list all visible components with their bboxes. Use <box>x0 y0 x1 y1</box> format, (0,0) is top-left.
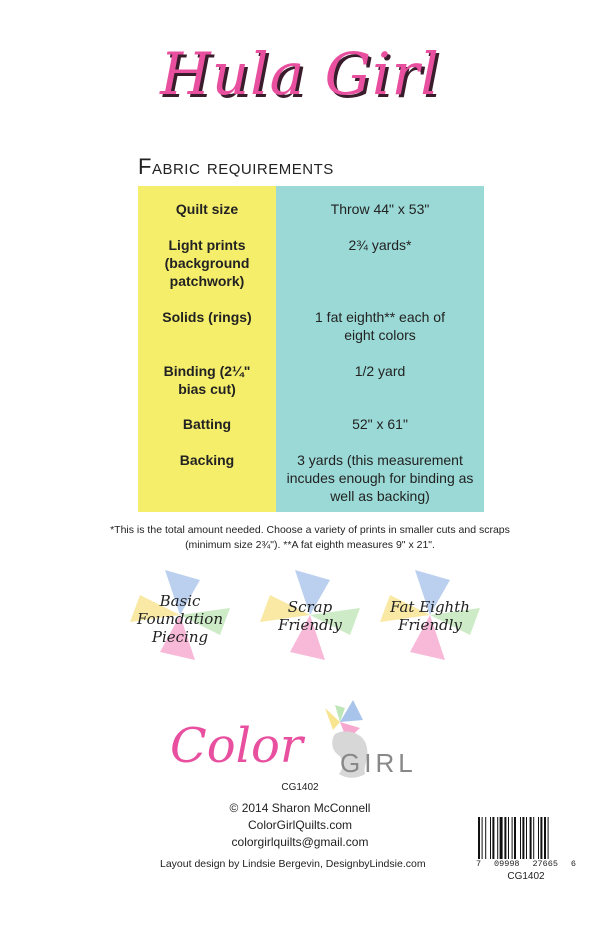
barcode-bar <box>533 817 534 859</box>
badge-foundation-piecing <box>125 570 235 660</box>
pattern-code: CG1402 <box>281 782 319 793</box>
footnote: *This is the total amount needed. Choose a variety of prints in smaller cuts and scraps (minimum size 2¾"). **A fat eighth measures 9" x 21". <box>110 524 510 551</box>
barcode-bar <box>504 817 506 859</box>
barcode-bar <box>485 817 486 859</box>
barcode-bar <box>482 817 483 859</box>
email: colorgirlquilts@gmail.com <box>231 835 369 849</box>
barcode-bar <box>492 817 494 859</box>
table-row <box>138 308 484 344</box>
row-value: 52" x 61" <box>352 416 408 432</box>
row-value: 1/2 yard <box>354 363 406 379</box>
badge-label: Fat Eighth Friendly <box>390 598 470 634</box>
pattern-title: Hula Girl <box>160 40 440 108</box>
badge-scrap-friendly <box>255 570 365 660</box>
row-value: 1 fat eighth** each of eight colors <box>315 309 445 343</box>
barcode-bar <box>520 817 521 859</box>
table-row <box>138 200 484 218</box>
section-heading: Fabric requirements <box>138 154 334 179</box>
row-label: Solids (rings) <box>162 309 252 325</box>
barcode-bar <box>512 817 513 859</box>
barcode-bar <box>522 817 524 859</box>
badge-label: Scrap Friendly <box>278 598 342 634</box>
colorgirl-logo <box>170 700 430 780</box>
barcode-bar <box>544 817 546 859</box>
barcode-bars <box>476 817 576 859</box>
row-label: Backing <box>179 452 235 468</box>
row-label: Binding (2¼" bias cut) <box>163 363 251 397</box>
logo-girl-text: GIRL <box>340 748 417 778</box>
barcode-code: CG1402 <box>507 871 545 882</box>
badge-fat-eighth-friendly <box>375 570 485 660</box>
barcode-bar <box>500 817 503 859</box>
barcode-bar <box>490 817 491 859</box>
barcode-bar <box>508 817 509 859</box>
barcode-digits <box>476 859 576 869</box>
website: ColorGirlQuilts.com <box>247 818 352 832</box>
table-row <box>138 362 484 398</box>
barcode <box>476 817 576 882</box>
table-row <box>138 236 484 290</box>
table-row <box>138 415 484 433</box>
logo-color-text: Color <box>170 718 303 774</box>
barcode-bar <box>530 817 532 859</box>
barcode-digit: 27665 <box>532 859 558 869</box>
row-label: Light prints (background patchwork) <box>164 237 250 289</box>
barcode-bar <box>526 817 527 859</box>
row-label: Quilt size <box>175 201 239 217</box>
barcode-digit: 6 <box>570 859 576 869</box>
barcode-bar <box>538 817 539 859</box>
layout-credit: Layout design by Lindsie Bergevin, DesignbyLindsie.com <box>160 858 426 870</box>
row-value: 3 yards (this measurement incudes enough for binding as well as backing) <box>286 452 474 504</box>
barcode-digit: 7 <box>476 859 482 869</box>
barcode-bar <box>548 817 549 859</box>
row-value: 2¾ yards* <box>348 237 412 253</box>
row-label: Batting <box>182 416 232 432</box>
row-value: Throw 44" x 53" <box>330 201 430 217</box>
table-row <box>138 451 484 505</box>
copyright: © 2014 Sharon McConnell <box>229 801 371 815</box>
barcode-bar <box>514 817 516 859</box>
barcode-bar <box>497 817 498 859</box>
badge-label: Basic Foundation Piecing <box>136 592 223 646</box>
fabric-table <box>138 186 484 512</box>
barcode-bar <box>478 817 480 859</box>
barcode-digit: 09998 <box>494 859 520 869</box>
barcode-bar <box>540 817 542 859</box>
